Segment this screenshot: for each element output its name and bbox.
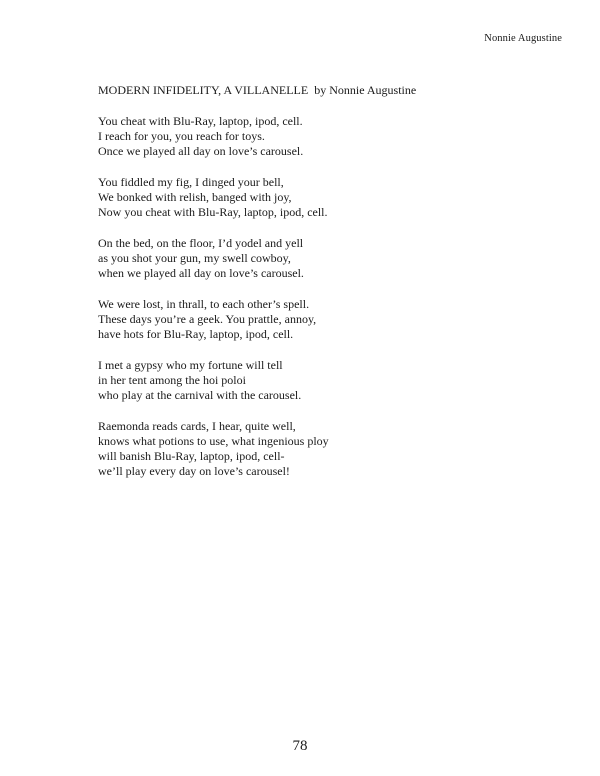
poem-line: Now you cheat with Blu-Ray, laptop, ipod, cell.	[98, 205, 328, 219]
poem-line: as you shot your gun, my swell cowboy,	[98, 251, 291, 265]
poem	[98, 82, 538, 495]
poem-line: I met a gypsy who my fortune will tell	[98, 358, 283, 372]
poem-title: MODERN INFIDELITY, A VILLANELLE by Nonnie Augustine	[98, 83, 417, 97]
poem-line: in her tent among the hoi poloi	[98, 373, 246, 387]
poem-line: You fiddled my fig, I dinged your bell,	[98, 175, 284, 189]
stanza-3	[98, 236, 538, 281]
poem-line: when we played all day on love’s carousel.	[98, 266, 304, 280]
poem-line: we’ll play every day on love’s carousel!	[98, 464, 290, 478]
poem-line: On the bed, on the floor, I’d yodel and yell	[98, 236, 304, 250]
poem-line: Once we played all day on love’s carousel.	[98, 144, 304, 158]
poem-line: You cheat with Blu-Ray, laptop, ipod, cell.	[98, 114, 303, 128]
poem-line: We bonked with relish, banged with joy,	[98, 190, 292, 204]
poem-line: We were lost, in thrall, to each other’s spell.	[98, 297, 310, 311]
poem-line: who play at the carnival with the carousel.	[98, 388, 302, 402]
poem-line: I reach for you, you reach for toys.	[98, 129, 265, 143]
poem-line: will banish Blu-Ray, laptop, ipod, cell-	[98, 449, 285, 463]
page-number: 78	[292, 738, 308, 754]
poem-line: These days you’re a geek. You prattle, annoy,	[98, 312, 317, 326]
stanza-5	[98, 358, 538, 403]
poem-line: Raemonda reads cards, I hear, quite well,	[98, 419, 296, 433]
stanza-1	[98, 114, 538, 159]
stanza-6	[98, 419, 538, 479]
stanza-2	[98, 175, 538, 220]
poem-line: have hots for Blu-Ray, laptop, ipod, cell.	[98, 327, 294, 341]
running-head-author: Nonnie Augustine	[484, 33, 562, 44]
poem-line: knows what potions to use, what ingenious ploy	[98, 434, 329, 448]
stanza-4	[98, 297, 538, 342]
